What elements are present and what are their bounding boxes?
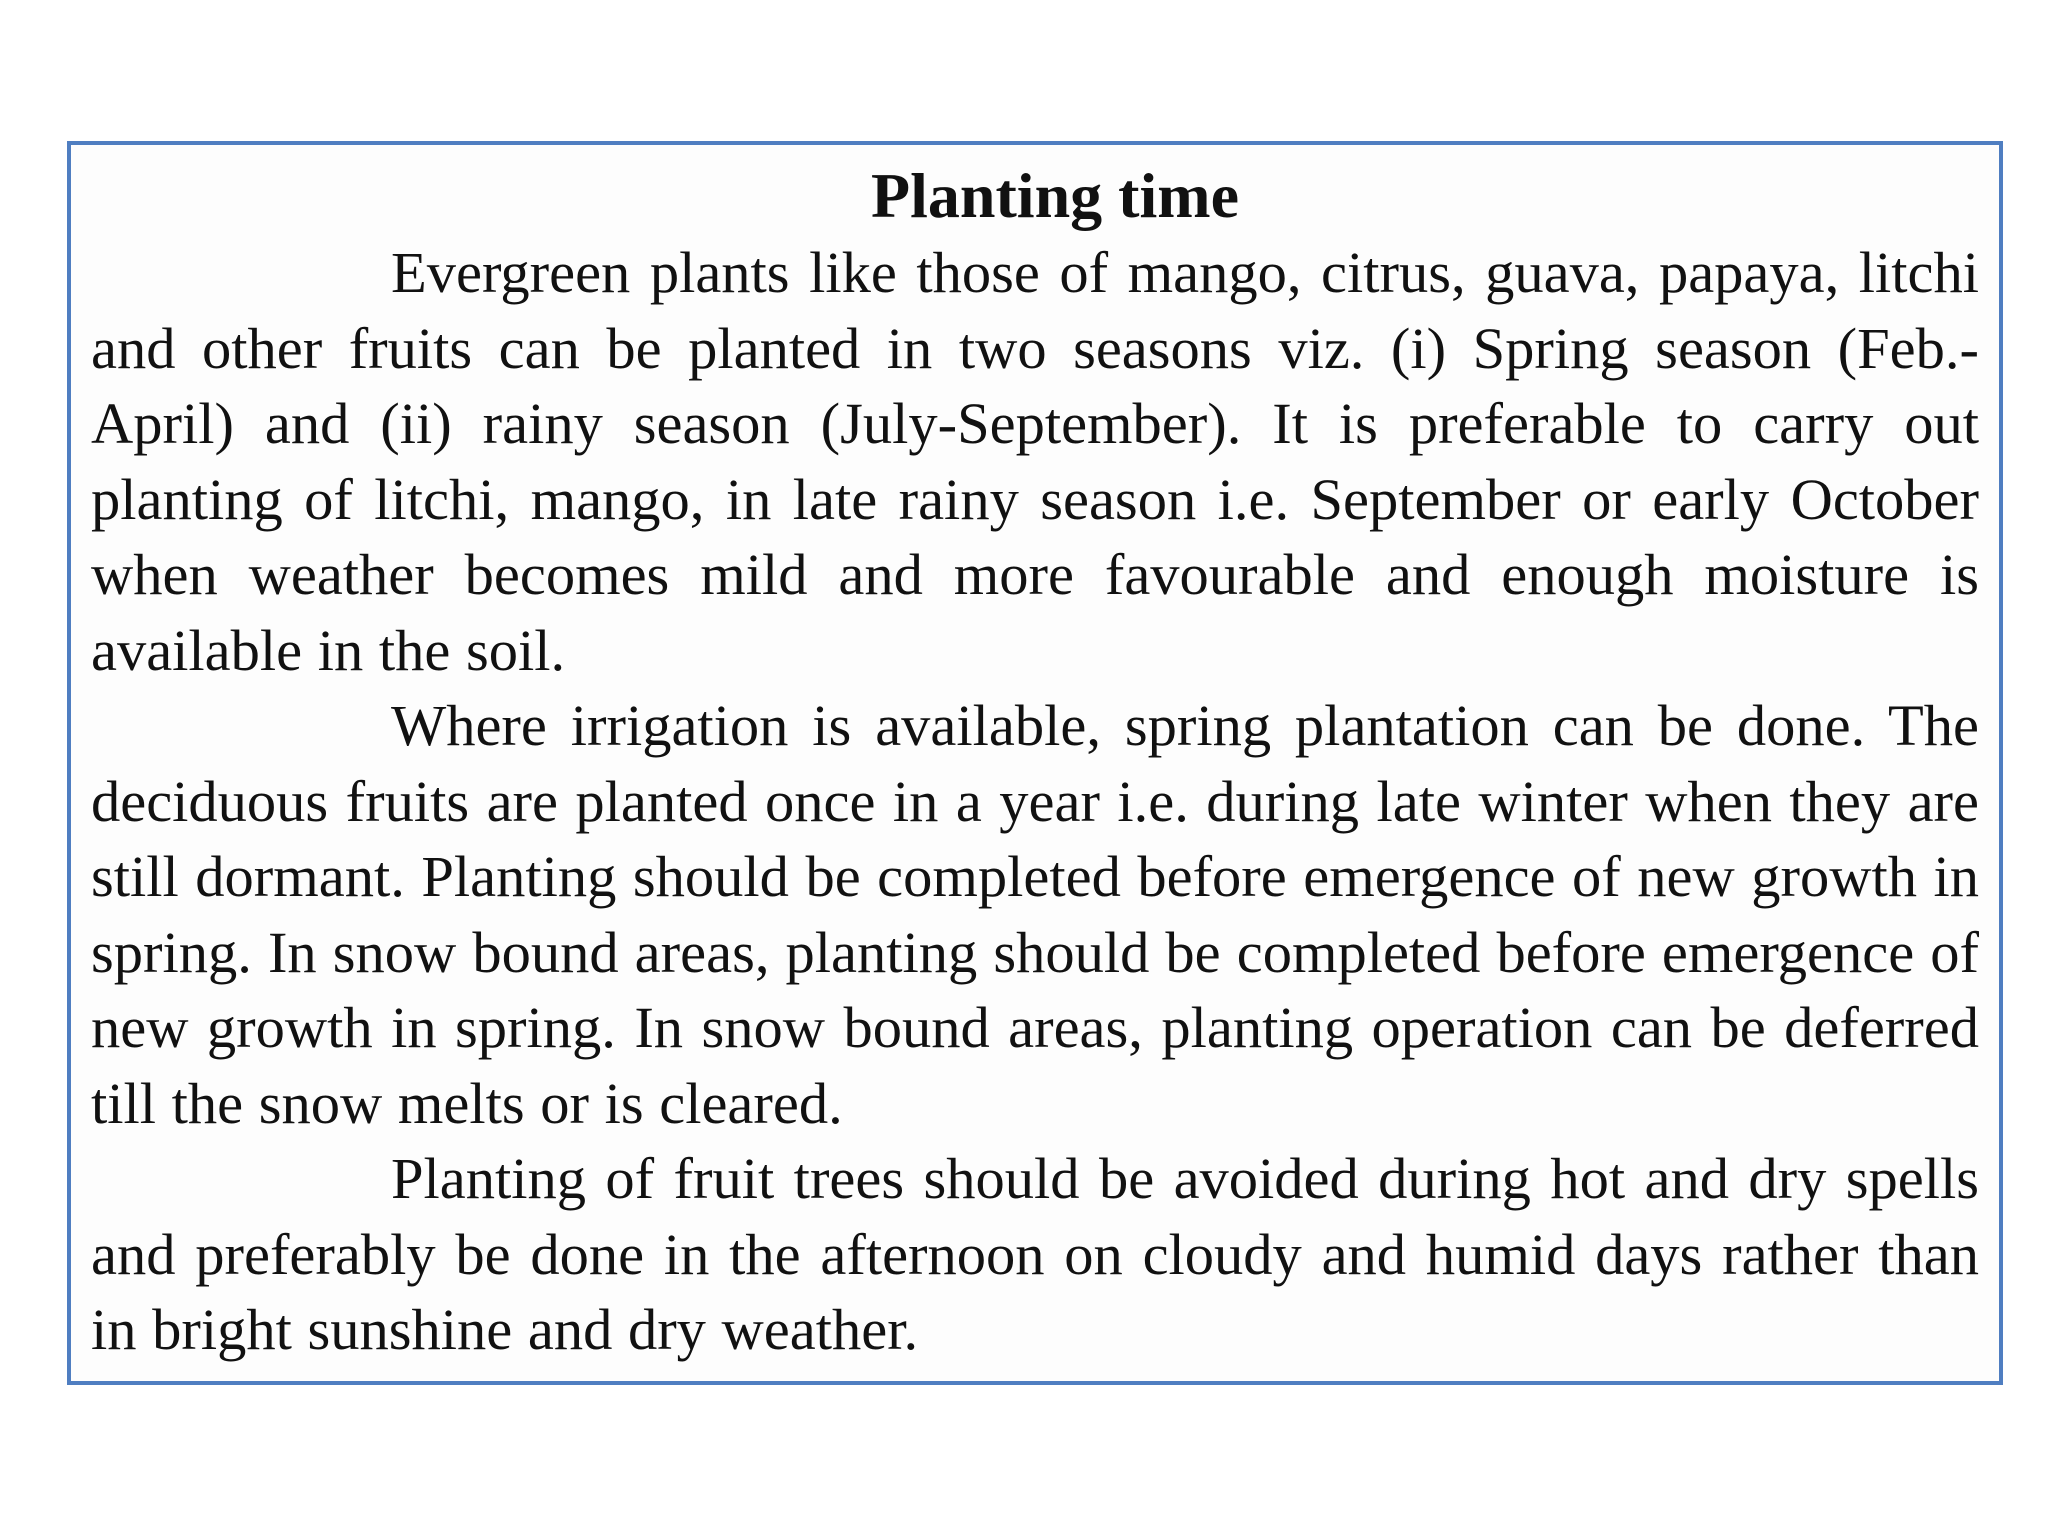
paragraph-1: Evergreen plants like those of mango, citrus, guava, papaya, litchi and other fruits can be planted in two seasons viz. (i) Spring season (Feb.-April) and (ii) rainy season (July-September). It is preferable to carry out planting of litchi, mango, in late rainy season i.e. September or early October when weather becomes mild and more favourable and enough moisture is available in the soil. [91, 240, 1979, 683]
paragraph-3: Planting of fruit trees should be avoided during hot and dry spells and preferably be done in the afternoon on cloudy and humid days rather than in bright sunshine and dry weather. [91, 1146, 1979, 1362]
text-box [67, 141, 2003, 1385]
page-title: Planting time [871, 160, 1239, 231]
paragraph-2: Where irrigation is available, spring plantation can be done. The deciduous fruits are planted once in a year i.e. during late winter when they are still dormant. Planting should be completed before emergence of new growth in spring. In snow bound areas, planting should be completed before emergence of new growth in spring. In snow bound areas, planting operation can be deferred till the snow melts or is cleared. [91, 693, 1979, 1136]
